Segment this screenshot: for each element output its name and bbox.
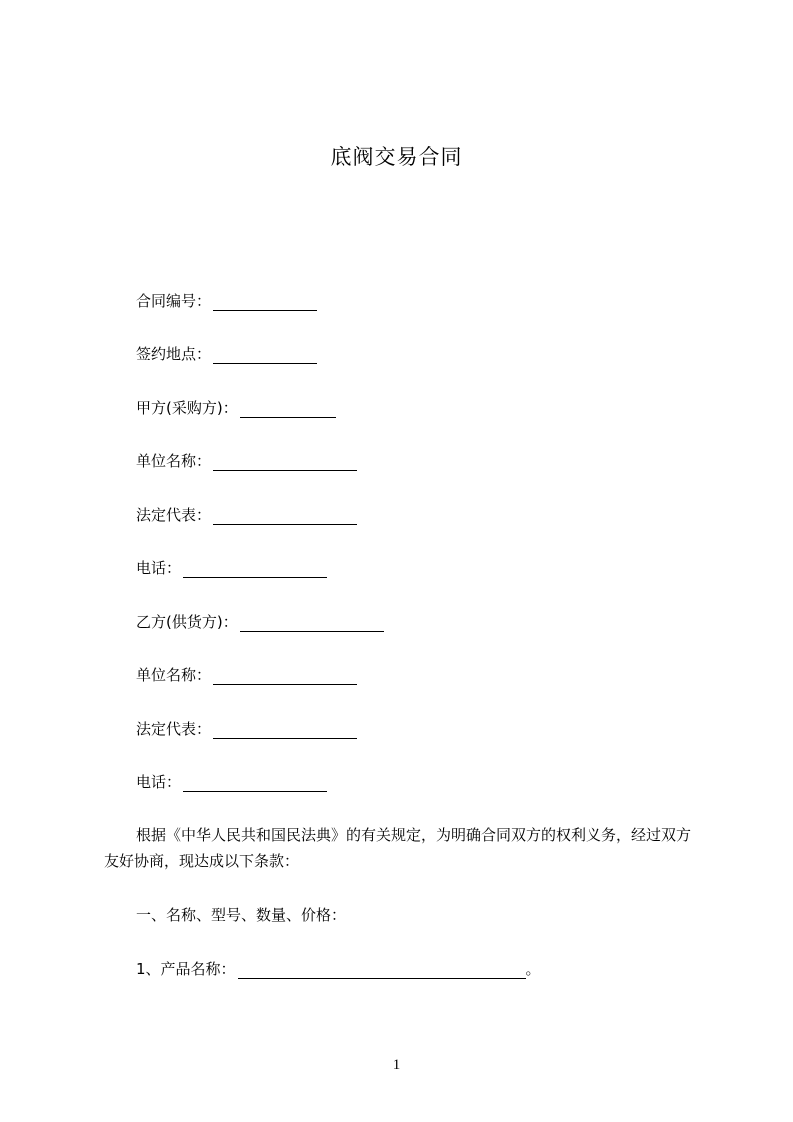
sign-place-blank[interactable] (213, 347, 317, 364)
sign-place-line (136, 343, 317, 365)
party-b-rep-blank[interactable] (213, 722, 357, 739)
intro-paragraph (104, 822, 704, 874)
party-a-rep-label: 法定代表： (136, 506, 212, 524)
party-b-unit-line (136, 664, 357, 686)
party-a-unit-label: 单位名称： (136, 452, 212, 470)
party-b-unit-label: 单位名称： (136, 666, 212, 684)
party-b-rep-label: 法定代表： (136, 720, 212, 738)
party-b-line (136, 611, 384, 633)
party-a-rep-line (136, 504, 357, 526)
party-a-phone-blank[interactable] (183, 561, 327, 578)
product-name-blank[interactable] (238, 962, 526, 979)
section-1-heading: 一、名称、型号、数量、价格： (136, 906, 347, 924)
party-b-phone-line (136, 771, 327, 793)
party-a-unit-line (136, 450, 357, 472)
party-b-phone-label: 电话： (136, 773, 182, 791)
intro-text: 根据《中华人民共和国民法典》的有关规定，为明确合同双方的权利义务，经过双方友好协商，现达成以下条款： (104, 826, 692, 870)
page-number: 1 (392, 1057, 401, 1073)
document-title: 底阀交易合同 (330, 145, 463, 169)
party-a-label: 甲方(采购方)： (136, 399, 238, 417)
party-b-unit-blank[interactable] (213, 668, 357, 685)
party-a-unit-blank[interactable] (213, 454, 357, 471)
product-name-label: 1、产品名称： (136, 960, 236, 978)
party-a-line (136, 397, 336, 419)
party-a-phone-label: 电话： (136, 559, 182, 577)
party-b-blank[interactable] (240, 615, 384, 632)
party-a-blank[interactable] (240, 401, 336, 418)
party-b-label: 乙方(供货方)： (136, 613, 238, 631)
sign-place-label: 签约地点： (136, 345, 212, 363)
party-b-phone-blank[interactable] (183, 775, 327, 792)
product-name-line (136, 958, 541, 980)
contract-number-blank[interactable] (213, 294, 317, 311)
party-a-phone-line (136, 557, 327, 579)
party-b-rep-line (136, 718, 357, 740)
contract-number-line (136, 290, 317, 312)
party-a-rep-blank[interactable] (213, 508, 357, 525)
contract-number-label: 合同编号： (136, 292, 212, 310)
product-name-end: 。 (525, 960, 541, 978)
